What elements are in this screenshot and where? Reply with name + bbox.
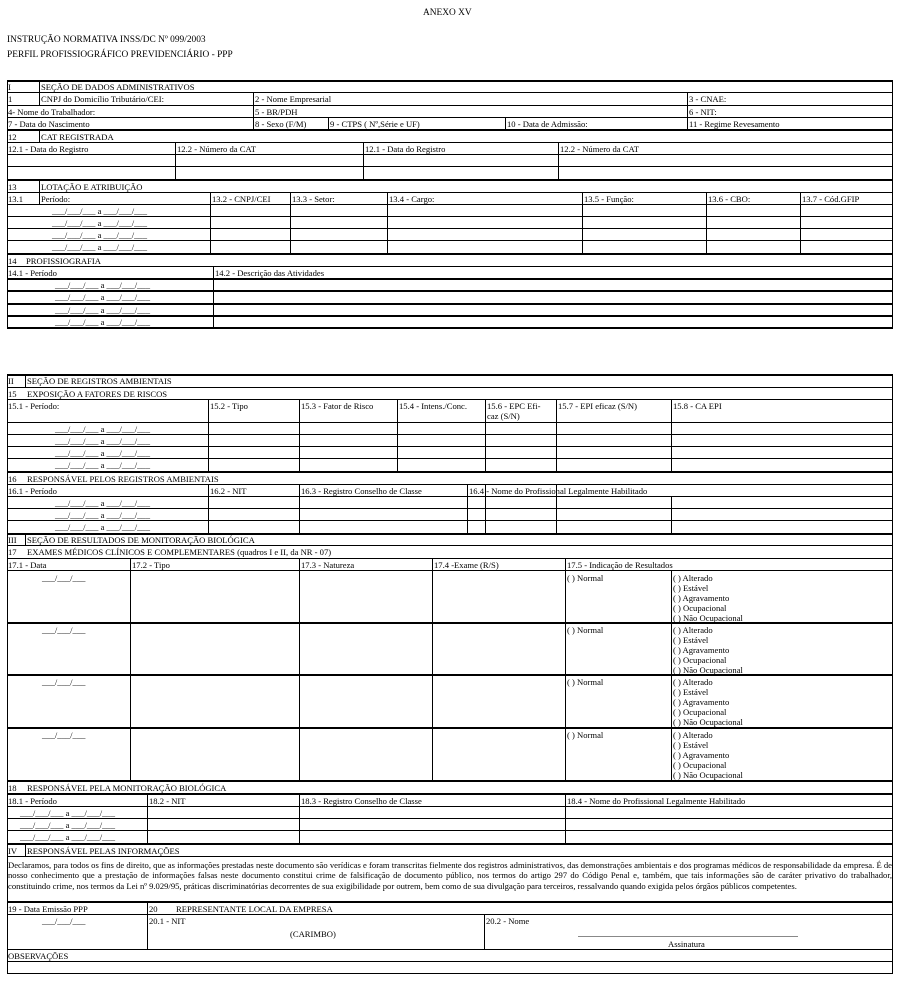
period-field[interactable]: ___/___/___ a ___/___/___ [55, 280, 151, 290]
column-header: 12.2 - Número da CAT [560, 144, 640, 154]
section-title: LOTAÇÃO E ATRIBUIÇÃO [41, 182, 143, 192]
period-field[interactable]: ___/___/___ a ___/___/___ [52, 206, 148, 216]
period-field[interactable]: ___/___/___ a ___/___/___ [55, 424, 151, 434]
field-nit-label: 6 - NIT: [689, 107, 717, 117]
column-header: 17.3 - Natureza [301, 560, 355, 570]
normative-instruction: INSTRUÇÃO NORMATIVA INSS/DC Nº 099/2003 [7, 35, 206, 45]
checkbox-normal[interactable]: ( ) Normal [567, 625, 604, 635]
column-header: 15.3 - Fator de Risco [301, 401, 374, 411]
column-header: 14.2 - Descrição das Atividades [215, 268, 325, 278]
exam-date-field[interactable]: ___/___/___ [42, 625, 86, 635]
column-header: 16.1 - Período [8, 486, 57, 496]
checkbox-ocupacional[interactable]: ( ) Ocupacional [673, 655, 727, 665]
column-header: 18.3 - Registro Conselho de Classe [301, 796, 422, 806]
checkbox-nao-ocupacional[interactable]: ( ) Não Ocupacional [673, 665, 743, 675]
column-header: 16.3 - Registro Conselho de Classe [301, 486, 422, 496]
checkbox-alterado[interactable]: ( ) Alterado [673, 677, 713, 687]
checkbox-ocupacional[interactable]: ( ) Ocupacional [673, 707, 727, 717]
period-field[interactable]: ___/___/___ a ___/___/___ [20, 832, 116, 842]
period-field[interactable]: ___/___/___ a ___/___/___ [55, 305, 151, 315]
section-number: 18 [8, 783, 17, 793]
column-header: 17.5 - Indicação de Resultados [567, 560, 673, 570]
section-title: SEÇÃO DE DADOS ADMINISTRATIVOS [41, 82, 195, 92]
form-title: PERFIL PROFISSIOGRÁFICO PREVIDENCIÁRIO - PPP [7, 50, 233, 60]
column-header: 17.2 - Tipo [132, 560, 170, 570]
column-header: 13.2 - CNPJ/CEI [212, 194, 271, 204]
column-header: 13.6 - CBO: [708, 194, 751, 204]
section-title: PROFISSIOGRAFIA [26, 256, 101, 266]
field-br-pdh-label: 5 - BR/PDH [255, 107, 298, 117]
checkbox-alterado[interactable]: ( ) Alterado [673, 730, 713, 740]
exam-date-field[interactable]: ___/___/___ [42, 573, 86, 583]
section-number: 15 [8, 389, 17, 399]
checkbox-nao-ocupacional[interactable]: ( ) Não Ocupacional [673, 770, 743, 780]
field-regime-revesamento-label: 11 - Regime Revesamento [689, 119, 780, 129]
column-header: 15.7 - EPI eficaz (S/N) [558, 401, 637, 411]
column-header: Período: [41, 194, 71, 204]
field-data-nascimento-label: 7 - Data do Nascimento [8, 119, 90, 129]
checkbox-alterado[interactable]: ( ) Alterado [673, 573, 713, 583]
checkbox-ocupacional[interactable]: ( ) Ocupacional [673, 603, 727, 613]
period-field[interactable]: ___/___/___ a ___/___/___ [52, 230, 148, 240]
section-title: EXPOSIÇÃO A FATORES DE RISCOS [27, 389, 168, 399]
column-header: 15.1 - Período: [8, 401, 60, 411]
section-number: 16 [8, 474, 17, 484]
column-header: 12.2 - Número da CAT [177, 144, 257, 154]
checkbox-nao-ocupacional[interactable]: ( ) Não Ocupacional [673, 717, 743, 727]
section-title: REPRESENTANTE LOCAL DA EMPRESA [176, 904, 333, 914]
column-header: 12.1 - Data do Registro [8, 144, 89, 154]
declaration-text: Declaramos, para todos os fins de direito, que as informações prestadas neste documento são verídicas e foram transcritas fielmente dos registros administrativos, das demonstrações ambientais e dos programas médicos de responsabilidade da empresa. É de nosso conhecimento que a prestação de informações falsas neste documento constitui crime de falsificação de documento público, nos termos do artigo 297 do Código Penal e, também, que tais informações são de caráter privativo do trabalhador, constituindo crime, nos termos da Lei nº 9.029/95, práticas discriminatórias decorrentes de sua exigibilidade por outrem, bem como de sua divulgação para terceiros, ressalvando quando exigida pelos órgãos públicos competentes. [8, 860, 892, 891]
column-header: 16.2 - NIT [210, 486, 247, 496]
exam-date-field[interactable]: ___/___/___ [42, 677, 86, 687]
exam-date-field[interactable]: ___/___/___ [42, 730, 86, 740]
column-header: 18.1 - Período [8, 796, 57, 806]
field-data-admissao-label: 10 - Data de Admissão: [507, 119, 588, 129]
field-number: 1 [8, 94, 13, 104]
column-header: 15.8 - CA EPI [673, 401, 722, 411]
checkbox-agravamento[interactable]: ( ) Agravamento [673, 697, 730, 707]
period-field[interactable]: ___/___/___ a ___/___/___ [55, 436, 151, 446]
checkbox-agravamento[interactable]: ( ) Agravamento [673, 645, 730, 655]
period-field[interactable]: ___/___/___ a ___/___/___ [52, 242, 148, 252]
checkbox-estavel[interactable]: ( ) Estável [673, 740, 709, 750]
period-field[interactable]: ___/___/___ a ___/___/___ [55, 292, 151, 302]
section-number: IV [8, 846, 18, 856]
period-field[interactable]: ___/___/___ a ___/___/___ [55, 498, 151, 508]
checkbox-estavel[interactable]: ( ) Estável [673, 583, 709, 593]
column-header: 15.4 - Intens./Conc. [399, 401, 468, 411]
column-header: 16.4 - Nome do Profissional Legalmente Habilitado [469, 486, 648, 496]
section-number: 14 [8, 256, 17, 266]
signature-line[interactable] [578, 936, 798, 937]
period-field[interactable]: ___/___/___ a ___/___/___ [55, 460, 151, 470]
period-field[interactable]: ___/___/___ a ___/___/___ [20, 808, 116, 818]
section-number: III [8, 535, 17, 545]
field-nome-label: 20.2 - Nome [486, 916, 530, 926]
stamp-label: (CARIMBO) [290, 929, 336, 939]
column-header: 18.2 - NIT [149, 796, 186, 806]
field-nome-empresarial-label: 2 - Nome Empresarial [255, 94, 332, 104]
column-header: caz (S/N) [487, 411, 520, 421]
section-title: RESPONSÁVEL PELOS REGISTROS AMBIENTAIS [27, 474, 219, 484]
checkbox-alterado[interactable]: ( ) Alterado [673, 625, 713, 635]
field-nome-trabalhador-label: 4- Nome do Trabalhador: [8, 107, 96, 117]
period-field[interactable]: ___/___/___ a ___/___/___ [55, 510, 151, 520]
period-field[interactable]: ___/___/___ a ___/___/___ [20, 820, 116, 830]
section-title: RESPONSÁVEL PELAS INFORMAÇÕES [27, 846, 180, 856]
period-field[interactable]: ___/___/___ a ___/___/___ [52, 218, 148, 228]
section-number: 13 [8, 182, 17, 192]
field-cnpj-label: CNPJ do Domicílio Tributário/CEI: [41, 94, 164, 104]
field-nit-label: 20.1 - NIT [149, 916, 186, 926]
section-title: SEÇÃO DE REGISTROS AMBIENTAIS [27, 376, 172, 386]
column-header: 17.1 - Data [8, 560, 47, 570]
section-title: EXAMES MÉDICOS CLÍNICOS E COMPLEMENTARES (quadros I e II, da NR - 07) [27, 547, 332, 557]
column-header: 13.5 - Função: [584, 194, 634, 204]
emission-date-field[interactable]: ___/___/___ [42, 916, 86, 926]
checkbox-normal[interactable]: ( ) Normal [567, 677, 604, 687]
field-cnae-label: 3 - CNAE: [689, 94, 727, 104]
section-title: SEÇÃO DE RESULTADOS DE MONITORAÇÃO BIOLÓGICA [27, 535, 255, 545]
period-field[interactable]: ___/___/___ a ___/___/___ [55, 448, 151, 458]
checkbox-estavel[interactable]: ( ) Estável [673, 635, 709, 645]
column-header: 14.1 - Período [8, 268, 57, 278]
column-header: 13.4 - Cargo: [389, 194, 435, 204]
checkbox-estavel[interactable]: ( ) Estável [673, 687, 709, 697]
section-number: II [8, 376, 14, 386]
checkbox-agravamento[interactable]: ( ) Agravamento [673, 750, 730, 760]
checkbox-ocupacional[interactable]: ( ) Ocupacional [673, 760, 727, 770]
section-number: 12 [8, 132, 17, 142]
annex-title: ANEXO XV [423, 8, 472, 18]
observations-label: OBSERVAÇÕES [8, 951, 69, 961]
section-title: CAT REGISTRADA [41, 132, 114, 142]
checkbox-normal[interactable]: ( ) Normal [567, 573, 604, 583]
observations-field[interactable] [8, 962, 892, 973]
field-ctps-label: 9 - CTPS ( Nº,Série e UF) [330, 119, 420, 129]
column-header: 13.1 [8, 194, 24, 204]
checkbox-nao-ocupacional[interactable]: ( ) Não Ocupacional [673, 613, 743, 623]
period-field[interactable]: ___/___/___ a ___/___/___ [55, 522, 151, 532]
column-header: 15.6 - EPC Efi- [487, 401, 541, 411]
section-number: I [8, 82, 11, 92]
column-header: 17.4 -Exame (R/S) [434, 560, 499, 570]
section-number: 20 [149, 904, 158, 914]
period-field[interactable]: ___/___/___ a ___/___/___ [55, 317, 151, 327]
column-header: 12.1 - Data do Registro [365, 144, 446, 154]
field-sexo-label: 8 - Sexo (F/M) [255, 119, 307, 129]
column-header: 18.4 - Nome do Profissional Legalmente Habilitado [567, 796, 746, 806]
section-number: 17 [8, 547, 17, 557]
field-data-emissao-label: 19 - Data Emissão PPP [8, 904, 88, 914]
column-header: 15.2 - Tipo [210, 401, 248, 411]
column-header: 13.7 - Cód.GFIP [802, 194, 860, 204]
signature-label: Assinatura [668, 939, 705, 949]
checkbox-normal[interactable]: ( ) Normal [567, 730, 604, 740]
column-header: 13.3 - Setor: [292, 194, 335, 204]
section-title: RESPONSÁVEL PELA MONITORAÇÃO BIOLÓGICA [27, 783, 227, 793]
checkbox-agravamento[interactable]: ( ) Agravamento [673, 593, 730, 603]
